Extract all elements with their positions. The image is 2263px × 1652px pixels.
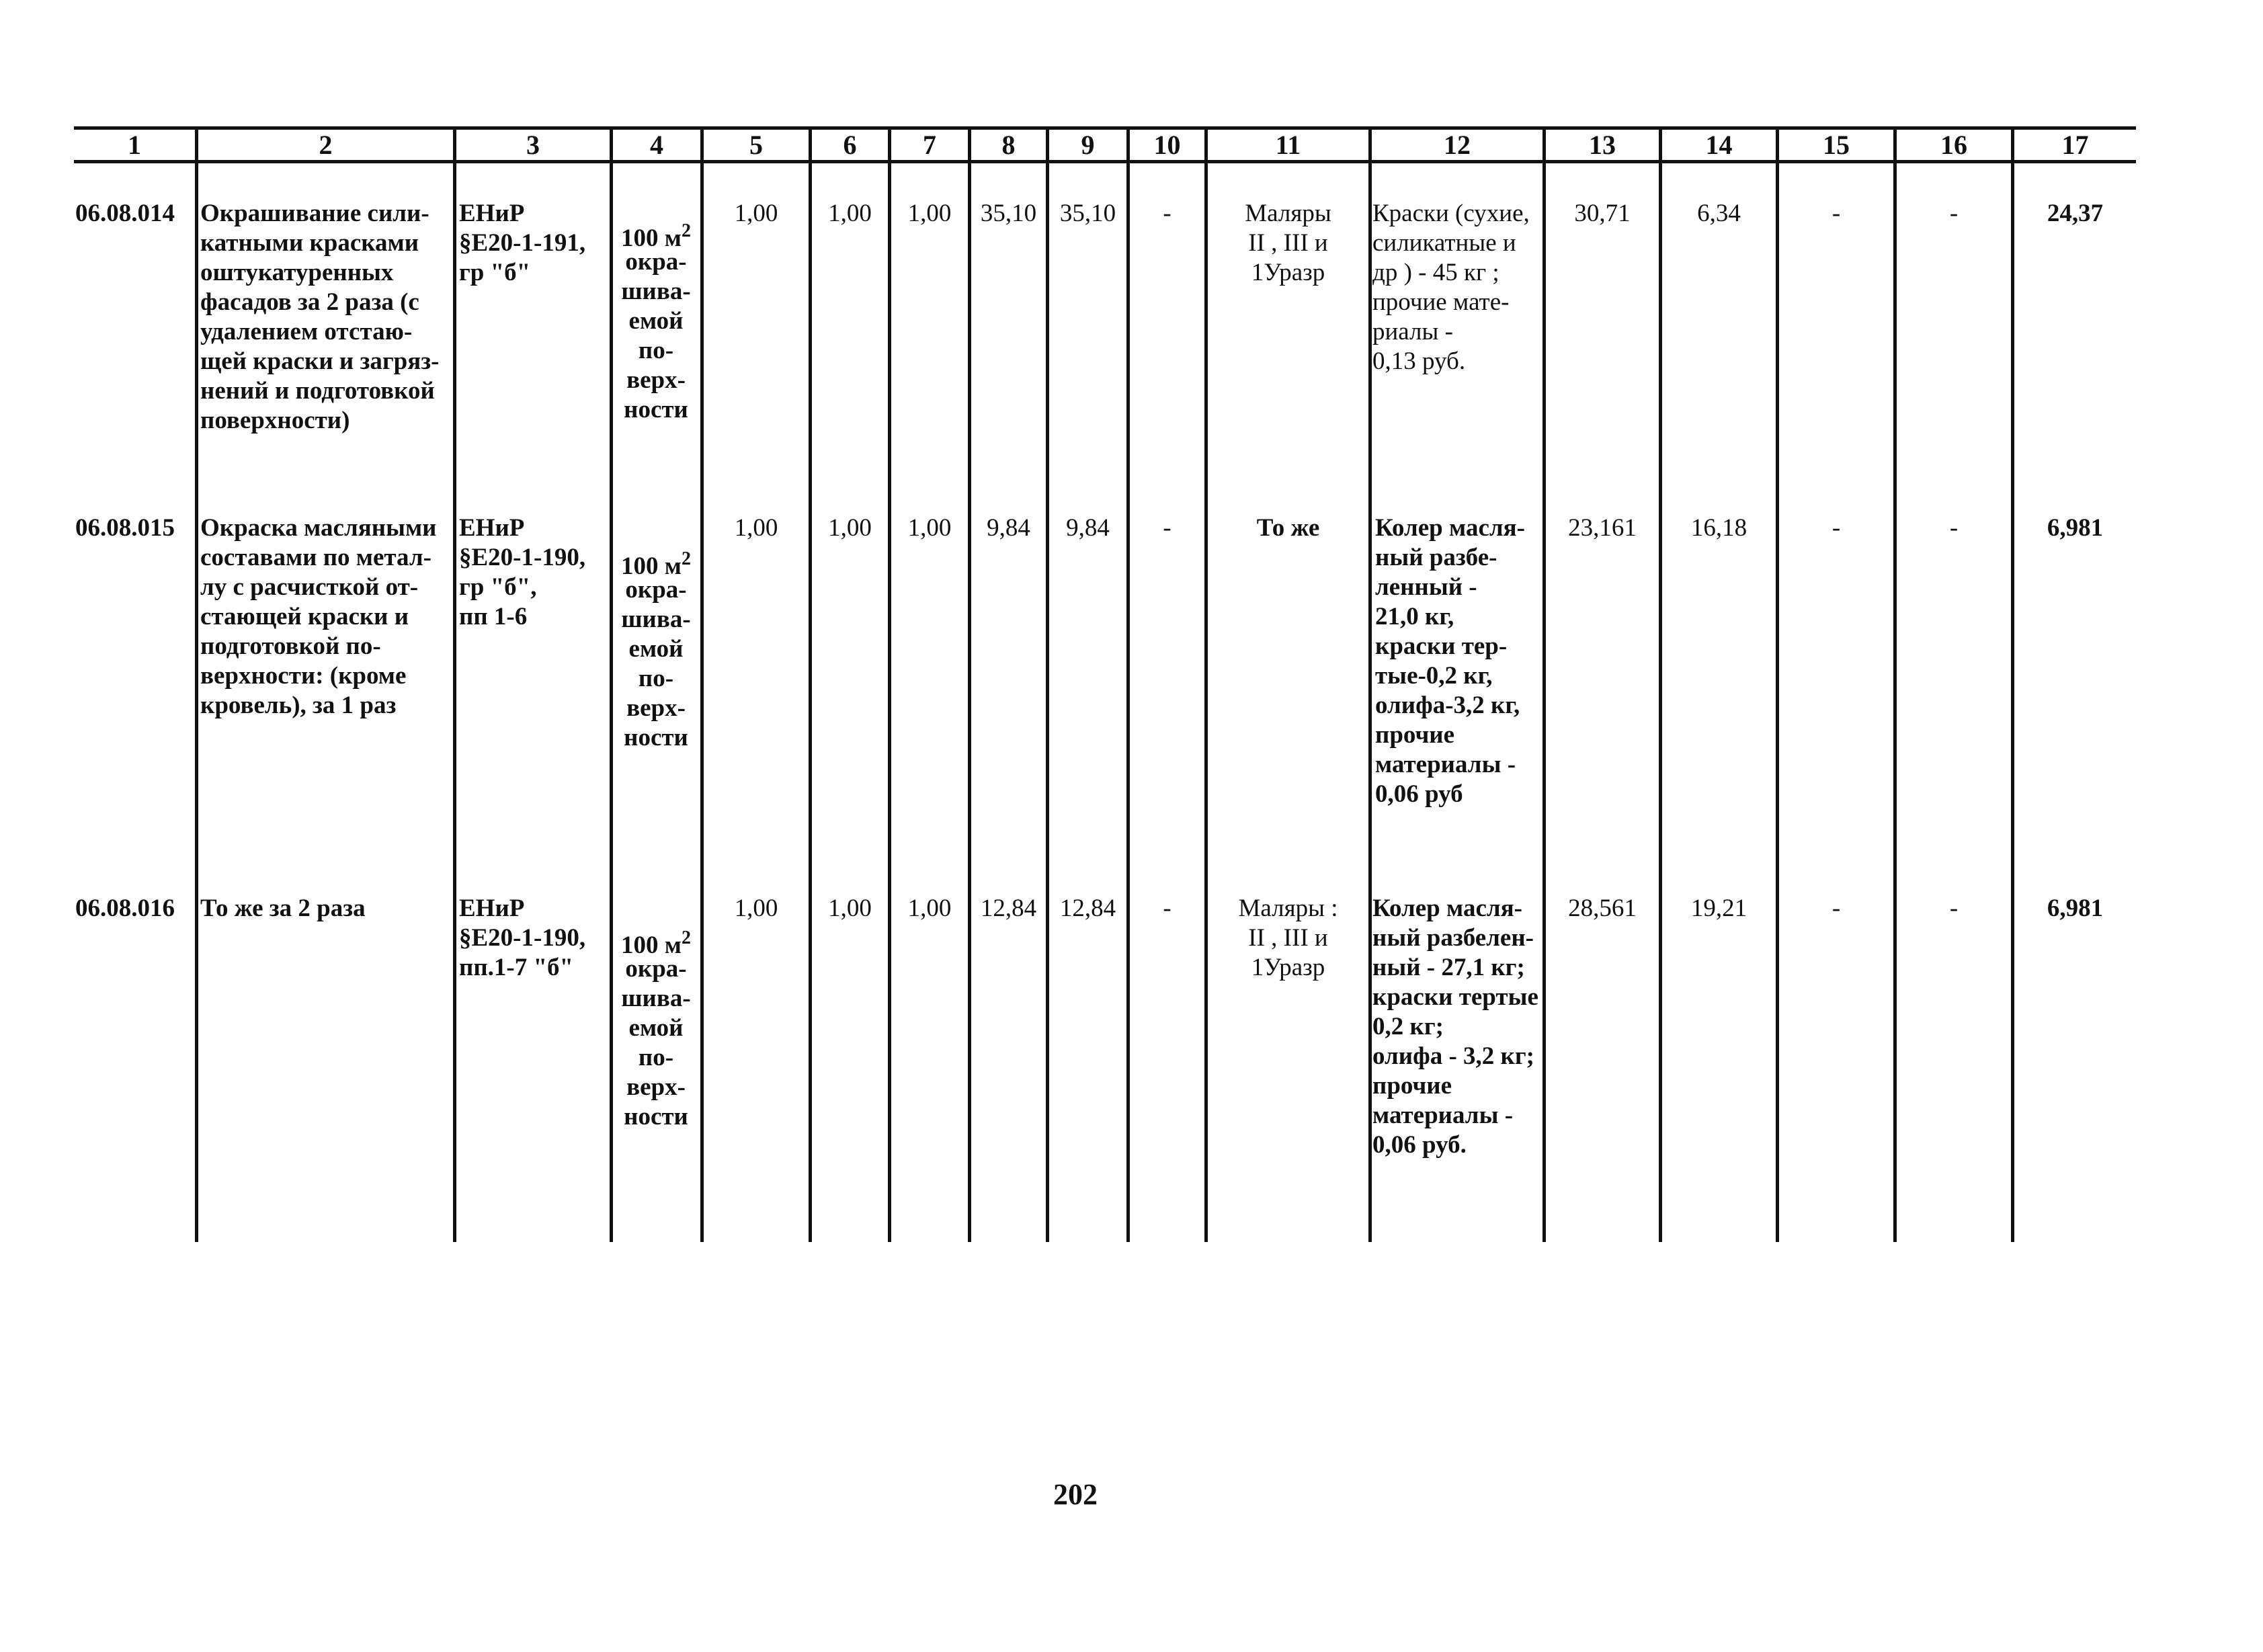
row-code: 06.08.016 — [75, 895, 175, 922]
row-reference: ЕНиР §Е20-1-190, гр "б", пп 1-6 — [459, 514, 586, 630]
unit-main: 100 м — [621, 932, 682, 959]
col5-value: 1,00 — [734, 200, 778, 227]
column-header-16: 16 — [1940, 130, 1967, 160]
col15-value: - — [1832, 514, 1841, 542]
col7-value: 1,00 — [907, 895, 952, 922]
col14-value: 6,34 — [1697, 200, 1741, 227]
column-header-1: 1 — [128, 130, 141, 160]
col11-workers: Маляры II , III и 1Уразр — [1245, 200, 1331, 286]
column-divider — [968, 126, 971, 1242]
row-code: 06.08.015 — [75, 514, 175, 542]
col12-materials: Колер масля- ный разбе- ленный - 21,0 кг, краски тер- тые-0,2 кг, олифа-3,2 кг, прочие материалы - 0,06 руб — [1375, 514, 1525, 808]
row-reference: ЕНиР §Е20-1-191, гр "б" — [459, 200, 586, 286]
col6-value: 1,00 — [828, 514, 872, 542]
col12-materials: Краски (сухие, силикатные и др ) - 45 кг ; прочие мате- риалы - 0,13 руб. — [1372, 200, 1530, 375]
column-header-5: 5 — [749, 130, 763, 160]
column-header-12: 12 — [1444, 130, 1471, 160]
row-code: 06.08.014 — [75, 200, 175, 227]
column-divider — [1368, 126, 1372, 1242]
col10-value: - — [1163, 895, 1171, 922]
unit-superscript: 2 — [681, 220, 691, 241]
column-header-6: 6 — [843, 130, 857, 160]
col14-value: 16,18 — [1690, 514, 1747, 542]
col8-value: 9,84 — [987, 514, 1030, 542]
column-divider — [1542, 126, 1546, 1242]
unit-description: окра- шива- емой по- верх- ности — [621, 576, 691, 751]
col5-value: 1,00 — [734, 514, 778, 542]
col9-value: 9,84 — [1066, 514, 1110, 542]
row-name: То же за 2 раза — [200, 895, 366, 922]
column-header-11: 11 — [1275, 130, 1301, 160]
col8-value: 12,84 — [980, 895, 1037, 922]
row-name: Окраска масляными составами по метал- лу с расчисткой от- стающей краски и подготовкой по- верхности: (кроме кровель), за 1 раз — [200, 514, 437, 719]
column-divider — [453, 126, 456, 1242]
column-header-17: 17 — [2061, 130, 2089, 160]
unit-description: окра- шива- емой по- верх- ности — [621, 248, 691, 423]
col5-value: 1,00 — [734, 895, 778, 922]
column-header-3: 3 — [526, 130, 540, 160]
unit-main: 100 м — [621, 552, 682, 580]
page-number: 202 — [1053, 1478, 1098, 1511]
column-header-13: 13 — [1589, 130, 1616, 160]
column-divider — [1776, 126, 1779, 1242]
col17-value: 24,37 — [2047, 200, 2104, 227]
col13-value: 28,561 — [1568, 895, 1637, 922]
column-header-2: 2 — [319, 130, 333, 160]
column-divider — [1046, 126, 1049, 1242]
col11-workers: Маляры : II , III и 1Уразр — [1238, 895, 1338, 981]
col17-value: 6,981 — [2047, 895, 2104, 922]
col15-value: - — [1832, 200, 1841, 227]
column-header-8: 8 — [1001, 130, 1016, 160]
column-header-9: 9 — [1081, 130, 1095, 160]
col15-value: - — [1832, 895, 1841, 922]
col16-value: - — [1949, 200, 1959, 227]
column-header-7: 7 — [923, 130, 936, 160]
col13-value: 30,71 — [1574, 200, 1631, 227]
col14-value: 19,21 — [1690, 895, 1747, 922]
column-divider — [888, 126, 891, 1242]
column-header-4: 4 — [650, 130, 663, 160]
column-divider — [1204, 126, 1208, 1242]
column-header-10: 10 — [1153, 130, 1181, 160]
col6-value: 1,00 — [828, 200, 872, 227]
col9-value: 35,10 — [1059, 200, 1116, 227]
col11-workers: То же — [1256, 514, 1320, 542]
unit-main: 100 м — [621, 224, 682, 252]
header-bottom-rule — [74, 160, 2136, 163]
col9-value: 12,84 — [1059, 895, 1116, 922]
col13-value: 23,161 — [1568, 514, 1637, 542]
col6-value: 1,00 — [828, 895, 872, 922]
col10-value: - — [1163, 200, 1171, 227]
col12-materials: Колер масля- ный разбелен- ный - 27,1 кг; краски тертые 0,2 кг; олифа - 3,2 кг; прочие материалы - 0,06 руб. — [1372, 895, 1538, 1159]
col7-value: 1,00 — [907, 514, 952, 542]
row-name: Окрашивание сили- катными красками оштукатуренных фасадов за 2 раза (с удалением отстаю- щей краски и загряз- нений и подготовкой поверхности) — [200, 200, 440, 434]
column-divider — [2011, 126, 2014, 1242]
column-divider — [809, 126, 812, 1242]
unit-superscript: 2 — [681, 927, 691, 948]
row-reference: ЕНиР §Е20-1-190, пп.1-7 "б" — [459, 895, 586, 981]
column-divider — [1893, 126, 1897, 1242]
unit-description: окра- шива- емой по- верх- ности — [621, 955, 691, 1130]
column-divider — [700, 126, 704, 1242]
col16-value: - — [1949, 895, 1959, 922]
col10-value: - — [1163, 514, 1171, 542]
column-divider — [195, 126, 198, 1242]
unit-superscript: 2 — [681, 548, 691, 569]
column-divider — [1126, 126, 1130, 1242]
col16-value: - — [1949, 514, 1959, 542]
column-header-15: 15 — [1823, 130, 1850, 160]
col8-value: 35,10 — [980, 200, 1037, 227]
column-divider — [1659, 126, 1662, 1242]
column-header-14: 14 — [1705, 130, 1733, 160]
col7-value: 1,00 — [907, 200, 952, 227]
col17-value: 6,981 — [2047, 514, 2104, 542]
